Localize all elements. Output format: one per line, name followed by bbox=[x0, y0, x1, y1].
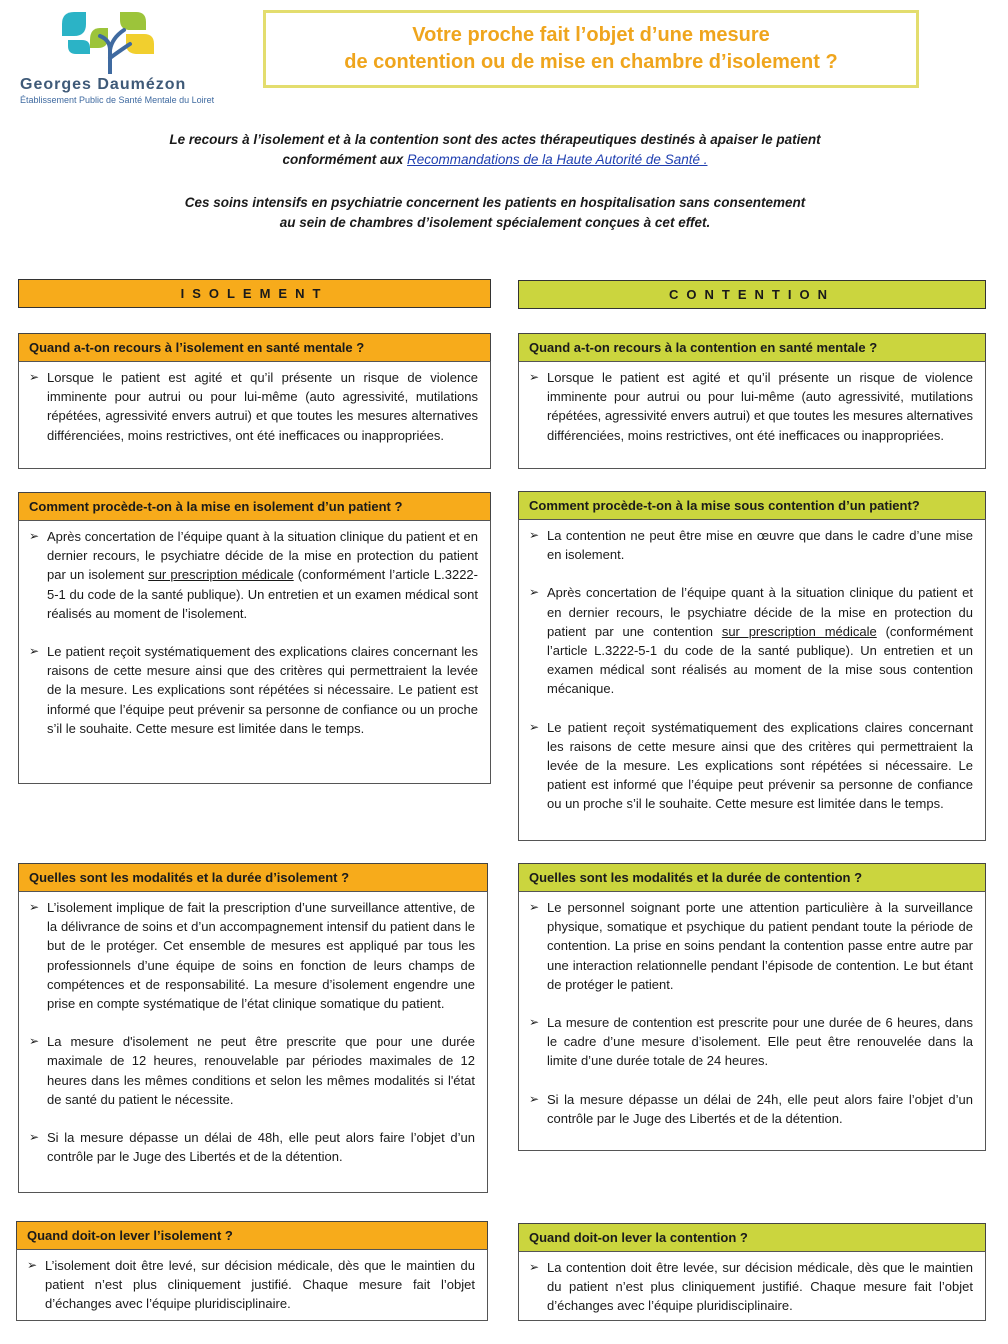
item-text: Le patient reçoit systématiquement des explications claires concernant les raisons de cette mesure ainsi que des critères qui permettraient la levée de la mesure. Les explications sont répétées si nécessaire. Le patient est informé que l’équipe peut prévenir sa personne de confiance ou un proche s’il le souhaite. Cette mesure est limitée dans le temps. bbox=[547, 719, 973, 812]
intro-paragraph-2 bbox=[60, 193, 930, 233]
intro-line: Le recours à l’isolement et à la contention sont des actes thérapeutiques destinés à apaiser le patient bbox=[169, 132, 821, 147]
contention-q3-box bbox=[518, 891, 986, 1151]
isolement-q4-header: Quand doit-on lever l’isolement ? bbox=[16, 1221, 488, 1250]
arrow-bullet-icon: ➢ bbox=[29, 644, 40, 659]
title-line-2: de contention ou de mise en chambre d’isolement ? bbox=[344, 51, 838, 73]
arrow-bullet-icon: ➢ bbox=[29, 900, 40, 914]
arrow-bullet-icon: ➢ bbox=[29, 529, 40, 543]
arrow-bullet-icon: ➢ bbox=[529, 1015, 540, 1030]
arrow-bullet-icon: ➢ bbox=[529, 1260, 540, 1274]
isolement-q3-box bbox=[18, 891, 488, 1193]
arrow-bullet-icon: ➢ bbox=[29, 1130, 40, 1145]
intro-line: Ces soins intensifs en psychiatrie concernent les patients en hospitalisation sans consentement bbox=[184, 195, 806, 210]
logo-tagline: Établissement Public de Santé Mentale du Loiret bbox=[20, 95, 215, 105]
contention-q4-box bbox=[518, 1251, 986, 1321]
isolement-q2-header: Comment procède-t-on à la mise en isolement d’un patient ? bbox=[18, 492, 491, 521]
isolement-q4-box bbox=[16, 1249, 488, 1321]
logo-name: Georges Daumézon bbox=[20, 76, 187, 93]
section-header-contention: CONTENTION bbox=[518, 280, 986, 309]
isolement-q3-header: Quelles sont les modalités et la durée d’isolement ? bbox=[18, 863, 488, 892]
isolement-q2-box bbox=[18, 520, 491, 784]
list-item bbox=[529, 1258, 973, 1316]
item-text: Le personnel soignant porte une attention particulière à la surveillance physique, somatique et psychique du patient pendant toute la période de contention. La prise en soins pendant la contention passe entre autre par une interaction relationnelle pendant l’épisode de contention. Le but étant de protéger le patient. bbox=[547, 900, 973, 992]
contention-q3-header: Quelles sont les modalités et la durée de contention ? bbox=[518, 863, 986, 892]
contention-q2-box bbox=[518, 519, 986, 841]
list-item bbox=[29, 527, 478, 623]
item-text: La contention ne peut être mise en œuvre que dans le cadre d’une mise en isolement. bbox=[547, 528, 973, 563]
arrow-bullet-icon: ➢ bbox=[529, 1091, 540, 1106]
list-item bbox=[29, 898, 475, 1013]
list-item bbox=[529, 1090, 973, 1128]
list-item bbox=[29, 642, 478, 738]
arrow-bullet-icon: ➢ bbox=[29, 370, 40, 384]
contention-q1-box bbox=[518, 361, 986, 469]
item-text: La mesure de contention est prescrite pour une durée de 6 heures, dans le cadre d’une mesure d’isolement. Elle peut être renouvelée dans la limite d’une durée totale de 24 heures. bbox=[547, 1015, 973, 1069]
list-item bbox=[529, 1013, 973, 1071]
item-text: La mesure d'isolement ne peut être prescrite que pour une durée maximale de 12 heures, renouvelable par périodes maximales de 12 heures dans les mêmes conditions et selon les mêmes modalités si l'état de santé du patient le nécessite. bbox=[47, 1034, 475, 1107]
item-text: La contention doit être levée, sur décision médicale, dès que le maintien du patient n’est plus cliniquement justifié. Chaque mesure fait l’objet d’échanges avec l’équipe pluridisciplinaire. bbox=[547, 1260, 973, 1314]
item-text: Lorsque le patient est agité et qu’il présente un risque de violence imminente pour autrui ou pour lui-même (auto agressivité, mutilations répétées, agressivité envers autrui) et que toutes les mesures alternatives différenciées, moins restrictives, ont été inefficaces ou inappropriées. bbox=[47, 370, 478, 443]
intro-line: au sein de chambres d’isolement spécialement conçues à cet effet. bbox=[279, 215, 711, 230]
page-title bbox=[263, 10, 919, 88]
section-header-isolement: ISOLEMENT bbox=[18, 279, 491, 308]
item-text: (conformément l’article L.3222-5-1 du code de la santé publique). Un entretien et un examen médical sont réalisés au moment de l’isolement. bbox=[47, 567, 478, 621]
intro-paragraph-1 bbox=[60, 130, 930, 170]
list-item bbox=[29, 1032, 475, 1109]
item-text-underlined: sur prescription médicale bbox=[721, 623, 877, 639]
item-text: Lorsque le patient est agité et qu’il présente un risque de violence imminente pour autrui ou pour lui-même (auto agressivité, mutilations répétées, agressivité envers autrui) et que toutes les mesures alternatives différenciées, moins restrictives, ont été inefficaces ou inappropriées. bbox=[547, 370, 973, 443]
list-item bbox=[529, 718, 973, 814]
item-text: (conformément l’article L.3222-5-1 du code de la santé publique). Un entretien et un examen médical sont réalisés au moment de la mise sous contention mécanique. bbox=[547, 623, 973, 697]
list-item bbox=[29, 1128, 475, 1166]
arrow-bullet-icon: ➢ bbox=[27, 1258, 38, 1272]
item-text: L’isolement implique de fait la prescription d’une surveillance attentive, de la délivrance de soins et d’un accompagnement intensif du patient dans le but de le protéger. Cet ensemble de mesures est appliqué par tous les professionnels d’une équipe de soins en fonction de leurs champs de compétences et de responsabilité. La mesure d’isolement engendre une prise en compte systématique de l’état clinique somatique du patient. bbox=[47, 900, 475, 1012]
intro-text: conformément aux bbox=[282, 152, 408, 167]
intro-line bbox=[60, 150, 930, 170]
item-text: Après concertation de l’équipe quant à la situation clinique du patient et en dernier recours, le psychiatre décide de la mise en protection du patient par un isolement bbox=[47, 529, 478, 583]
arrow-bullet-icon: ➢ bbox=[529, 370, 540, 384]
isolement-q1-header: Quand a-t-on recours à l’isolement en santé mentale ? bbox=[18, 333, 491, 362]
arrow-bullet-icon: ➢ bbox=[529, 585, 540, 600]
item-text: Le patient reçoit systématiquement des explications claires concernant les raisons de cette mesure ainsi que des critères qui permettraient la levée de la mesure. Les explications sont répétées si nécessaire. Le patient est informé que l’équipe peut prévenir sa personne de confiance ou un proche s’il le souhaite. Cette mesure est limitée dans le temps. bbox=[47, 644, 478, 736]
list-item bbox=[529, 583, 973, 698]
contention-q1-header: Quand a-t-on recours à la contention en santé mentale ? bbox=[518, 333, 986, 362]
item-text: Si la mesure dépasse un délai de 48h, elle peut alors faire l’objet d’un contrôle par le Juge des Libertés et de la détention. bbox=[47, 1130, 475, 1165]
list-item bbox=[529, 526, 973, 564]
title-line-1: Votre proche fait l’objet d’une mesure bbox=[412, 24, 770, 46]
list-item bbox=[27, 1256, 475, 1314]
has-recommendations-link[interactable]: Recommandations de la Haute Autorité de Santé . bbox=[407, 152, 708, 167]
contention-q2-header: Comment procède-t-on à la mise sous contention d’un patient? bbox=[518, 491, 986, 520]
logo-tree-icon bbox=[60, 10, 160, 74]
logo bbox=[18, 10, 215, 110]
item-text: Si la mesure dépasse un délai de 24h, elle peut alors faire l’objet d’un contrôle par le Juge des Libertés et de la détention. bbox=[547, 1091, 973, 1126]
item-text-underlined: sur prescription médicale bbox=[148, 567, 294, 583]
arrow-bullet-icon: ➢ bbox=[529, 528, 540, 542]
item-text: Après concertation de l’équipe quant à la situation clinique du patient et en dernier recours, le psychiatre décide de la mise en protection du patient par une contention bbox=[547, 585, 973, 639]
list-item bbox=[529, 368, 973, 445]
arrow-bullet-icon: ➢ bbox=[29, 1034, 40, 1049]
list-item bbox=[29, 368, 478, 445]
arrow-bullet-icon: ➢ bbox=[529, 900, 540, 914]
list-item bbox=[529, 898, 973, 994]
item-text: L’isolement doit être levé, sur décision médicale, dès que le maintien du patient n’est plus cliniquement justifié. Chaque mesure fait l’objet d’échanges avec l’équipe pluridisciplinaire. bbox=[45, 1258, 475, 1312]
isolement-q1-box bbox=[18, 361, 491, 469]
arrow-bullet-icon: ➢ bbox=[529, 719, 540, 734]
contention-q4-header: Quand doit-on lever la contention ? bbox=[518, 1223, 986, 1252]
